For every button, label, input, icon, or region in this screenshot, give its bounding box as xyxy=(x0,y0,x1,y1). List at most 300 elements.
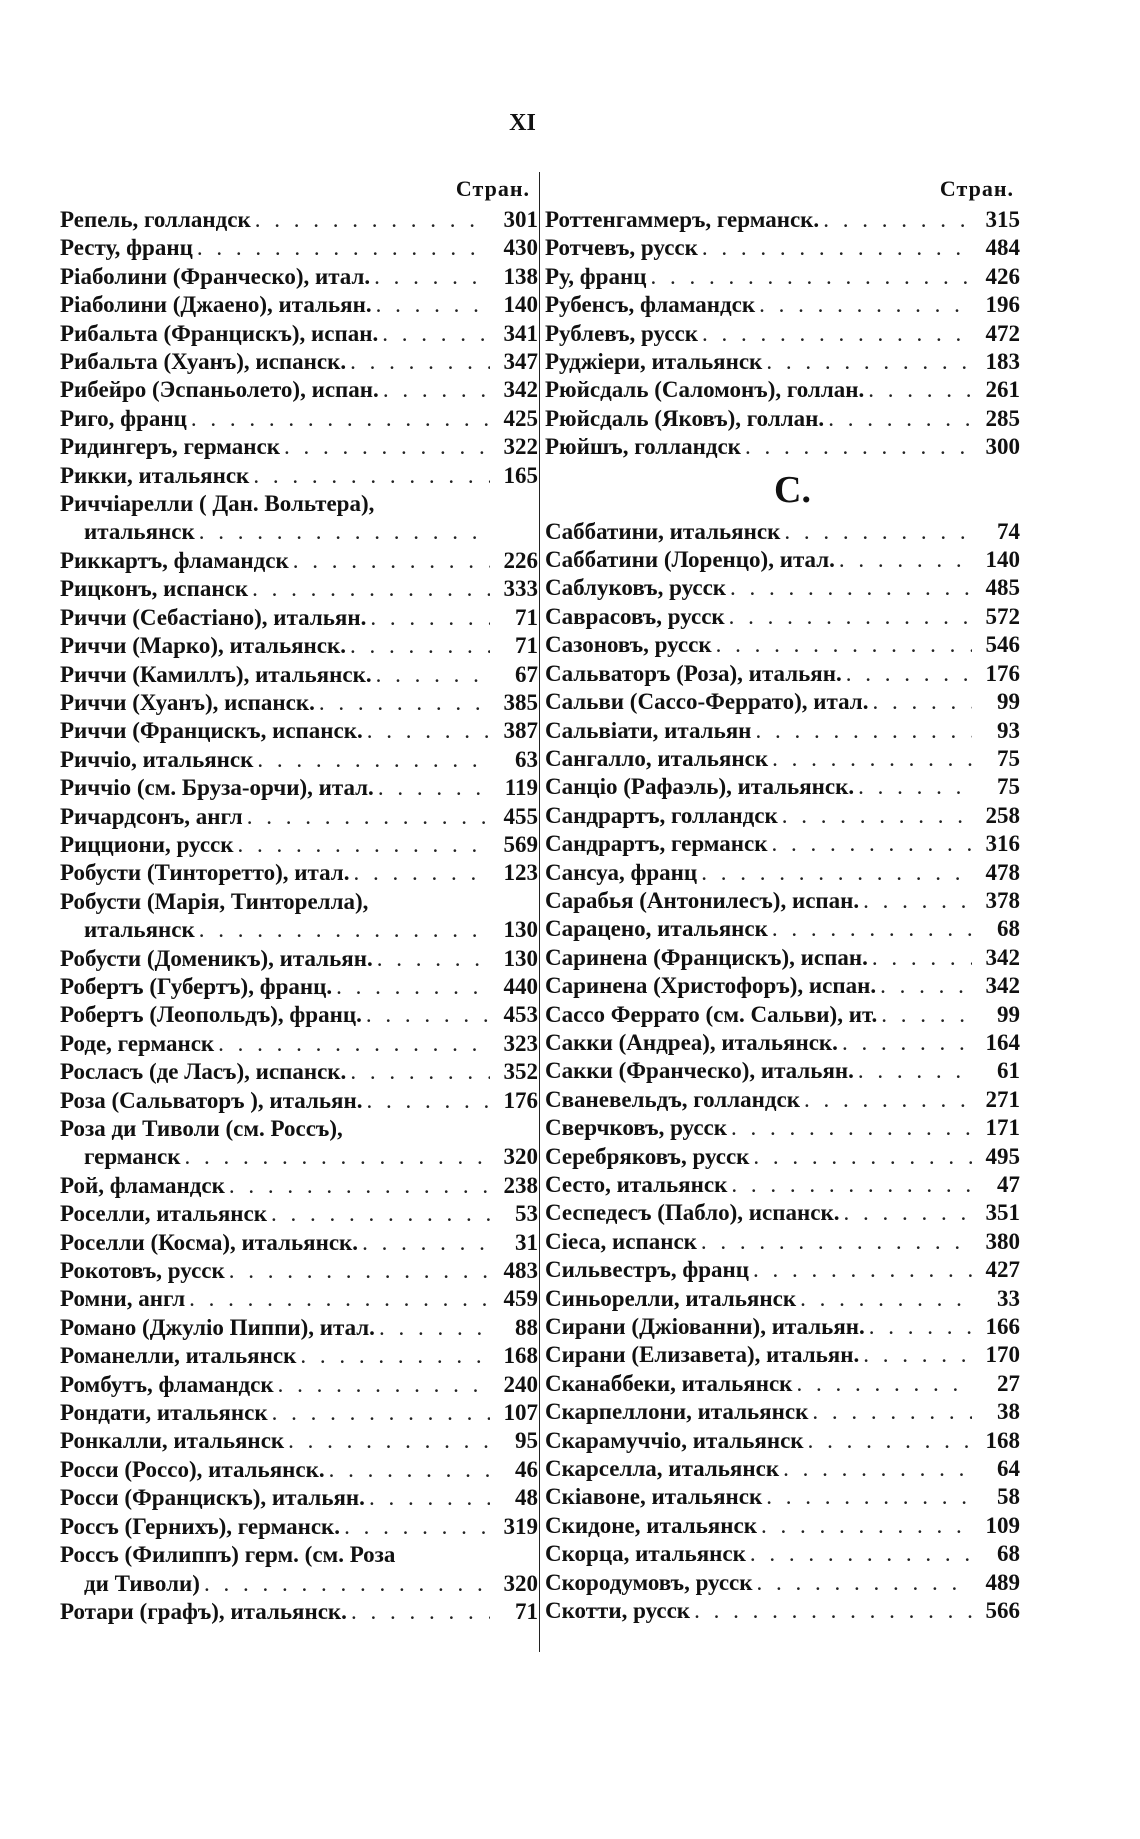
entry-page-number: 75 xyxy=(997,745,1020,771)
left-entries-list xyxy=(60,206,538,1626)
entry-name: Ричардсонъ, англ xyxy=(60,803,243,829)
index-entry xyxy=(60,291,538,319)
dot-leader xyxy=(745,433,972,461)
dot-leader xyxy=(366,1087,490,1115)
entry-name: Росласъ (де Ласъ), испанск. xyxy=(60,1059,347,1085)
entry-page-number: 176 xyxy=(985,660,1020,686)
index-entry xyxy=(60,1456,538,1484)
entry-page-number: 478 xyxy=(985,859,1020,885)
dot-leader xyxy=(755,717,972,745)
index-entry xyxy=(60,518,538,546)
entry-name: Сансуа, франц xyxy=(545,859,698,885)
index-entry xyxy=(545,405,1020,433)
entry-name: Сакки (Франческо), итальян. xyxy=(545,1058,854,1084)
entry-page-number: 352 xyxy=(503,1059,538,1085)
entry-page-number: 176 xyxy=(503,1087,538,1113)
right-column xyxy=(545,172,1020,1626)
entry-page-number: 68 xyxy=(997,1541,1020,1567)
index-entry xyxy=(60,1513,538,1541)
entry-name: Саббатини, итальянск xyxy=(545,518,781,544)
right-entries-list xyxy=(545,206,1020,462)
entry-name: Рибальта (Хуанъ), испанск. xyxy=(60,349,347,375)
entry-page-number: 301 xyxy=(503,207,538,232)
entry-name: Риччіо (см. Бруза-орчи), итал. xyxy=(60,775,374,801)
dot-leader xyxy=(278,1371,490,1399)
entry-page-number: 484 xyxy=(985,235,1020,261)
entry-page-number: 316 xyxy=(985,831,1020,857)
index-entry xyxy=(545,518,1020,546)
entry-page-number: 61 xyxy=(997,1058,1020,1084)
entry-name: Робусти (Марія, Тинторелла), xyxy=(60,888,369,914)
index-entry xyxy=(60,1058,538,1086)
dot-leader xyxy=(377,945,490,973)
entry-name: Риччи (Хуанъ), испанск. xyxy=(60,689,315,715)
index-entry xyxy=(60,661,538,689)
index-entry xyxy=(60,1342,538,1370)
entry-page-number: 48 xyxy=(515,1485,538,1511)
dot-leader xyxy=(868,376,972,404)
dot-leader xyxy=(382,320,490,348)
entry-page-number: 130 xyxy=(503,917,538,943)
entry-page-number: 99 xyxy=(997,689,1020,715)
dot-leader xyxy=(367,717,490,745)
dot-leader xyxy=(383,376,490,404)
entry-name: Романелли, итальянск xyxy=(60,1343,297,1369)
dot-leader xyxy=(185,1143,490,1171)
dot-leader xyxy=(812,1398,972,1426)
index-entry xyxy=(545,1398,1020,1426)
entry-name: Роза (Сальваторъ ), итальян. xyxy=(60,1087,363,1113)
entry-name: Ромбутъ, фламандск xyxy=(60,1371,274,1397)
index-entry xyxy=(545,546,1020,574)
entry-name: Роттенгаммеръ, германск. xyxy=(545,207,820,232)
section-letter: С. xyxy=(774,468,811,511)
index-entry xyxy=(60,1229,538,1257)
dot-leader xyxy=(353,859,490,887)
entry-page-number: 168 xyxy=(985,1427,1020,1453)
entry-name: Скіавоне, итальянск xyxy=(545,1484,763,1510)
left-column-header: Стран. xyxy=(455,176,530,201)
entry-name: Санціо (Рафаэль), итальянск. xyxy=(545,774,855,800)
entry-name: Росси (Францискъ), итальян. xyxy=(60,1485,365,1511)
entry-name: Саринена (Христофоръ), испан. xyxy=(545,973,877,999)
index-entry xyxy=(60,888,538,916)
entry-page-number: 196 xyxy=(985,292,1020,318)
dot-leader xyxy=(350,1058,490,1086)
dot-leader xyxy=(869,1313,972,1341)
index-entry xyxy=(60,234,538,262)
index-entry xyxy=(545,1256,1020,1284)
entry-page-number: 46 xyxy=(515,1456,538,1482)
entry-page-number: 71 xyxy=(515,1598,538,1624)
entry-page-number: 58 xyxy=(997,1484,1020,1510)
index-entry xyxy=(545,915,1020,943)
entry-name: Рюйсдаль (Яковъ), голлан. xyxy=(545,405,825,431)
entry-page-number: 71 xyxy=(515,604,538,630)
entry-page-number: 342 xyxy=(985,944,1020,970)
entry-name: Роселли, итальянск xyxy=(60,1201,267,1227)
entry-name: Ротари (графъ), итальянск. xyxy=(60,1598,347,1624)
dot-leader xyxy=(772,830,973,858)
entry-name: итальянск xyxy=(84,519,195,545)
dot-leader xyxy=(252,575,490,603)
entry-name: Сіеса, испанск xyxy=(545,1228,697,1254)
entry-page-number: 425 xyxy=(503,405,538,431)
entry-page-number: 320 xyxy=(503,1570,538,1596)
index-entry xyxy=(545,660,1020,688)
dot-leader xyxy=(843,1199,972,1227)
entry-page-number: 68 xyxy=(997,916,1020,942)
dot-leader xyxy=(272,1399,490,1427)
page-number: XI xyxy=(509,110,536,136)
dot-leader xyxy=(379,1314,490,1342)
index-entry xyxy=(545,291,1020,319)
entry-page-number: 258 xyxy=(985,802,1020,828)
index-entry xyxy=(545,263,1020,291)
dot-leader xyxy=(344,1513,490,1541)
right-column-header: Стран. xyxy=(939,176,1014,201)
dot-leader xyxy=(858,1057,972,1085)
entry-page-number: 107 xyxy=(503,1400,538,1426)
entry-name: Сваневельдъ, голландск xyxy=(545,1086,800,1112)
dot-leader xyxy=(804,1086,972,1114)
index-entry xyxy=(60,689,538,717)
index-entry xyxy=(545,631,1020,659)
index-entry xyxy=(60,1570,538,1598)
entry-page-number: 285 xyxy=(985,405,1020,431)
index-entry xyxy=(60,1484,538,1512)
entry-name: Рондати, итальянск xyxy=(60,1400,268,1426)
entry-name: Робусти (Доменикъ), итальян. xyxy=(60,945,373,971)
entry-name: Риго, франц xyxy=(60,405,187,431)
index-entry xyxy=(60,1285,538,1313)
entry-page-number: 495 xyxy=(985,1143,1020,1169)
entry-page-number: 168 xyxy=(503,1343,538,1369)
entry-name: Роселли (Косма), итальянск. xyxy=(60,1229,359,1255)
dot-leader xyxy=(376,291,490,319)
dot-leader xyxy=(284,433,490,461)
column-divider xyxy=(539,172,540,1652)
dot-leader xyxy=(247,803,490,831)
dot-leader xyxy=(336,973,490,1001)
entry-page-number: 300 xyxy=(985,434,1020,460)
entry-name: Скорца, итальянск xyxy=(545,1541,746,1567)
index-entry xyxy=(60,632,538,660)
dot-leader xyxy=(204,1570,490,1598)
entry-name: Риччи (Францискъ, испанск. xyxy=(60,718,363,744)
index-entry xyxy=(60,1172,538,1200)
dot-leader xyxy=(872,688,972,716)
dot-leader xyxy=(694,1597,972,1625)
index-entry xyxy=(545,717,1020,745)
index-entry xyxy=(60,746,538,774)
index-entry xyxy=(545,320,1020,348)
index-entry xyxy=(545,1313,1020,1341)
entry-page-number: 333 xyxy=(503,576,538,602)
index-entry xyxy=(60,490,538,518)
entry-name: Ріаболини (Франческо), итал. xyxy=(60,263,371,289)
entry-page-number: 95 xyxy=(515,1428,538,1454)
dot-leader xyxy=(701,1228,972,1256)
index-entry xyxy=(60,1115,538,1143)
dot-leader xyxy=(366,1001,490,1029)
index-entry xyxy=(545,348,1020,376)
entry-name: Ріаболини (Джаено), итальян. xyxy=(60,292,372,318)
entry-name: Рицконъ, испанск xyxy=(60,576,249,602)
index-entry xyxy=(60,1314,538,1342)
entry-name: Роде, германск xyxy=(60,1030,215,1056)
entry-name: Рублевъ, русск xyxy=(545,320,698,346)
index-entry xyxy=(60,717,538,745)
entry-page-number: 271 xyxy=(985,1086,1020,1112)
dot-leader xyxy=(729,603,972,631)
entry-page-number: 427 xyxy=(985,1257,1020,1283)
entry-name: Сандрартъ, голландск xyxy=(545,802,778,828)
dot-leader xyxy=(783,1455,972,1483)
entry-name: Скотти, русск xyxy=(545,1598,691,1624)
dot-leader xyxy=(772,915,972,943)
index-entry xyxy=(545,1001,1020,1029)
entry-page-number: 109 xyxy=(985,1512,1020,1538)
entry-name: Руджіери, итальянск xyxy=(545,349,763,375)
entry-name: Ромни, англ xyxy=(60,1286,186,1312)
entry-page-number: 140 xyxy=(985,547,1020,573)
entry-page-number: 27 xyxy=(997,1370,1020,1396)
index-entry xyxy=(545,1427,1020,1455)
dot-leader xyxy=(828,405,972,433)
entry-name: Рой, фламандск xyxy=(60,1172,225,1198)
entry-page-number: 99 xyxy=(997,1001,1020,1027)
entry-name: Россъ (Гернихъ), германск. xyxy=(60,1513,341,1539)
entry-name: итальянск xyxy=(84,917,195,943)
entry-name: Ридингеръ, германск xyxy=(60,434,281,460)
entry-name: Россъ (Филиппъ) герм. (см. Роза xyxy=(60,1542,396,1568)
index-entry xyxy=(545,1171,1020,1199)
entry-name: Робертъ (Губертъ), франц. xyxy=(60,973,333,999)
dot-leader xyxy=(858,773,972,801)
index-entry xyxy=(545,1455,1020,1483)
index-entry xyxy=(60,831,538,859)
entry-page-number: 171 xyxy=(985,1115,1020,1141)
index-entry xyxy=(60,916,538,944)
dot-leader xyxy=(766,1483,972,1511)
index-entry xyxy=(545,944,1020,972)
index-entry xyxy=(545,830,1020,858)
dot-leader xyxy=(199,916,490,944)
entry-page-number: 342 xyxy=(985,973,1020,999)
index-entry xyxy=(60,547,538,575)
dot-leader xyxy=(796,1370,972,1398)
dot-leader xyxy=(846,660,972,688)
entry-page-number: 183 xyxy=(985,349,1020,375)
entry-page-number: 453 xyxy=(503,1002,538,1028)
entry-name: Сандрартъ, германск xyxy=(545,831,768,857)
index-entry xyxy=(60,1087,538,1115)
index-entry xyxy=(60,945,538,973)
index-entry xyxy=(60,1001,538,1029)
entry-page-number: 485 xyxy=(985,575,1020,601)
entry-page-number: 138 xyxy=(503,263,538,289)
entry-page-number: 320 xyxy=(503,1144,538,1170)
entry-name: Скородумовъ, русск xyxy=(545,1569,753,1595)
entry-page-number: 93 xyxy=(997,717,1020,743)
dot-leader xyxy=(731,1171,972,1199)
entry-page-number: 31 xyxy=(515,1229,538,1255)
entry-name: Ронкалли, итальянск xyxy=(60,1428,285,1454)
dot-leader xyxy=(255,206,490,234)
index-entry xyxy=(545,1285,1020,1313)
dot-leader xyxy=(839,546,972,574)
index-entry xyxy=(545,773,1020,801)
entry-page-number: 569 xyxy=(503,831,538,857)
index-entry xyxy=(545,802,1020,830)
entry-name: Сальви (Сассо-Феррато), итал. xyxy=(545,689,869,715)
entry-name: Саблуковъ, русск xyxy=(545,575,727,601)
dot-leader xyxy=(199,518,490,546)
entry-page-number: 341 xyxy=(503,320,538,346)
entry-page-number: 64 xyxy=(997,1456,1020,1482)
dot-leader xyxy=(759,291,972,319)
left-column xyxy=(60,172,538,1626)
entry-name: Сеспедесъ (Пабло), испанск. xyxy=(545,1200,840,1226)
entry-name: Сазоновъ, русск xyxy=(545,632,712,658)
entry-name: Репель, голландск xyxy=(60,207,251,232)
entry-page-number: 33 xyxy=(997,1285,1020,1311)
entry-page-number: 164 xyxy=(985,1029,1020,1055)
dot-leader xyxy=(716,631,972,659)
entry-name: Рицциони, русск xyxy=(60,831,234,857)
entry-page-number: 67 xyxy=(515,661,538,687)
dot-leader xyxy=(731,1114,972,1142)
entry-page-number: 74 xyxy=(997,518,1020,544)
entry-page-number: 240 xyxy=(503,1371,538,1397)
index-entry xyxy=(545,1597,1020,1625)
dot-leader xyxy=(842,1029,972,1057)
dot-leader xyxy=(772,745,972,773)
entry-page-number: 238 xyxy=(503,1172,538,1198)
right-entries-s-list xyxy=(545,518,1020,1626)
dot-leader xyxy=(229,1257,490,1285)
entry-page-number: 323 xyxy=(503,1030,538,1056)
dot-leader xyxy=(257,746,490,774)
entry-page-number: 342 xyxy=(503,377,538,403)
entry-name: Сесто, итальянск xyxy=(545,1172,728,1197)
entry-page-number: 378 xyxy=(985,887,1020,913)
entry-page-number: 347 xyxy=(503,349,538,375)
dot-leader xyxy=(271,1200,490,1228)
entry-page-number: 483 xyxy=(503,1258,538,1284)
entry-name: Скидоне, итальянск xyxy=(545,1512,757,1538)
entry-page-number: 166 xyxy=(985,1314,1020,1340)
dot-leader xyxy=(766,348,972,376)
index-entry xyxy=(60,803,538,831)
index-entry xyxy=(545,1569,1020,1597)
entry-name: Рубенсъ, фламандск xyxy=(545,292,756,318)
index-entry xyxy=(60,462,538,490)
index-entry xyxy=(60,263,538,291)
entry-name: Ресту, франц xyxy=(60,235,193,261)
entry-name: Скарпеллони, итальянск xyxy=(545,1399,809,1425)
dot-leader xyxy=(800,1285,972,1313)
index-entry xyxy=(545,745,1020,773)
entry-page-number: 170 xyxy=(985,1342,1020,1368)
entry-page-number: 455 xyxy=(503,803,538,829)
index-entry xyxy=(60,1030,538,1058)
entry-name: Сангалло, итальянск xyxy=(545,745,769,771)
dot-leader xyxy=(784,518,972,546)
entry-name: Сверчковъ, русск xyxy=(545,1115,728,1141)
index-entry xyxy=(545,1512,1020,1540)
index-entry xyxy=(60,1371,538,1399)
entry-page-number: 426 xyxy=(985,263,1020,289)
index-entry xyxy=(545,1199,1020,1227)
entry-name: германск xyxy=(84,1144,181,1170)
dot-leader xyxy=(881,1001,972,1029)
dot-leader xyxy=(350,632,490,660)
index-entry xyxy=(545,1540,1020,1568)
index-entry xyxy=(60,973,538,1001)
index-entry xyxy=(545,887,1020,915)
entry-name: Сальвіати, итальян xyxy=(545,717,752,743)
index-entry xyxy=(545,859,1020,887)
entry-page-number: 380 xyxy=(985,1228,1020,1254)
entry-name: Сальваторъ (Роза), итальян. xyxy=(545,660,842,686)
entry-page-number: 322 xyxy=(503,434,538,460)
entry-name: Риччи (Камиллъ), итальянск. xyxy=(60,661,372,687)
dot-leader xyxy=(370,604,490,632)
dot-leader xyxy=(701,859,972,887)
entry-page-number: 440 xyxy=(503,973,538,999)
index-entry xyxy=(60,1143,538,1171)
index-entry xyxy=(545,376,1020,404)
entry-name: ди Тиволи) xyxy=(84,1570,200,1596)
entry-name: Сакки (Андреа), итальянск. xyxy=(545,1029,838,1055)
dot-leader xyxy=(218,1030,490,1058)
entry-page-number: 47 xyxy=(997,1172,1020,1197)
entry-page-number: 226 xyxy=(503,547,538,573)
entry-page-number: 63 xyxy=(515,746,538,772)
entry-name: Рибальта (Францискъ), испан. xyxy=(60,320,379,346)
entry-name: Саврасовъ, русск xyxy=(545,603,725,629)
entry-name: Саринена (Францискъ), испан. xyxy=(545,944,868,970)
dot-leader xyxy=(702,320,972,348)
entry-name: Синьорелли, итальянск xyxy=(545,1285,797,1311)
dot-leader xyxy=(376,661,490,689)
dot-leader xyxy=(238,831,490,859)
dot-leader xyxy=(288,1427,490,1455)
entry-page-number: 572 xyxy=(985,603,1020,629)
entry-page-number: 140 xyxy=(503,292,538,318)
index-entry xyxy=(545,1114,1020,1142)
index-entry xyxy=(545,206,1020,234)
index-entry xyxy=(60,1427,538,1455)
dot-leader xyxy=(319,689,490,717)
index-entry xyxy=(545,1057,1020,1085)
index-entry xyxy=(545,972,1020,1000)
dot-leader xyxy=(350,348,490,376)
dot-leader xyxy=(757,1569,972,1597)
index-entry xyxy=(545,1341,1020,1369)
dot-leader xyxy=(197,234,490,262)
entry-name: Ротчевъ, русск xyxy=(545,235,698,261)
entry-name: Сирани (Джіованни), итальян. xyxy=(545,1314,865,1340)
index-entry xyxy=(60,405,538,433)
entry-page-number: 566 xyxy=(985,1598,1020,1624)
dot-leader xyxy=(293,547,490,575)
entry-name: Сассо Феррато (см. Сальви), ит. xyxy=(545,1001,878,1027)
dot-leader xyxy=(362,1229,490,1257)
index-entry xyxy=(545,1143,1020,1171)
